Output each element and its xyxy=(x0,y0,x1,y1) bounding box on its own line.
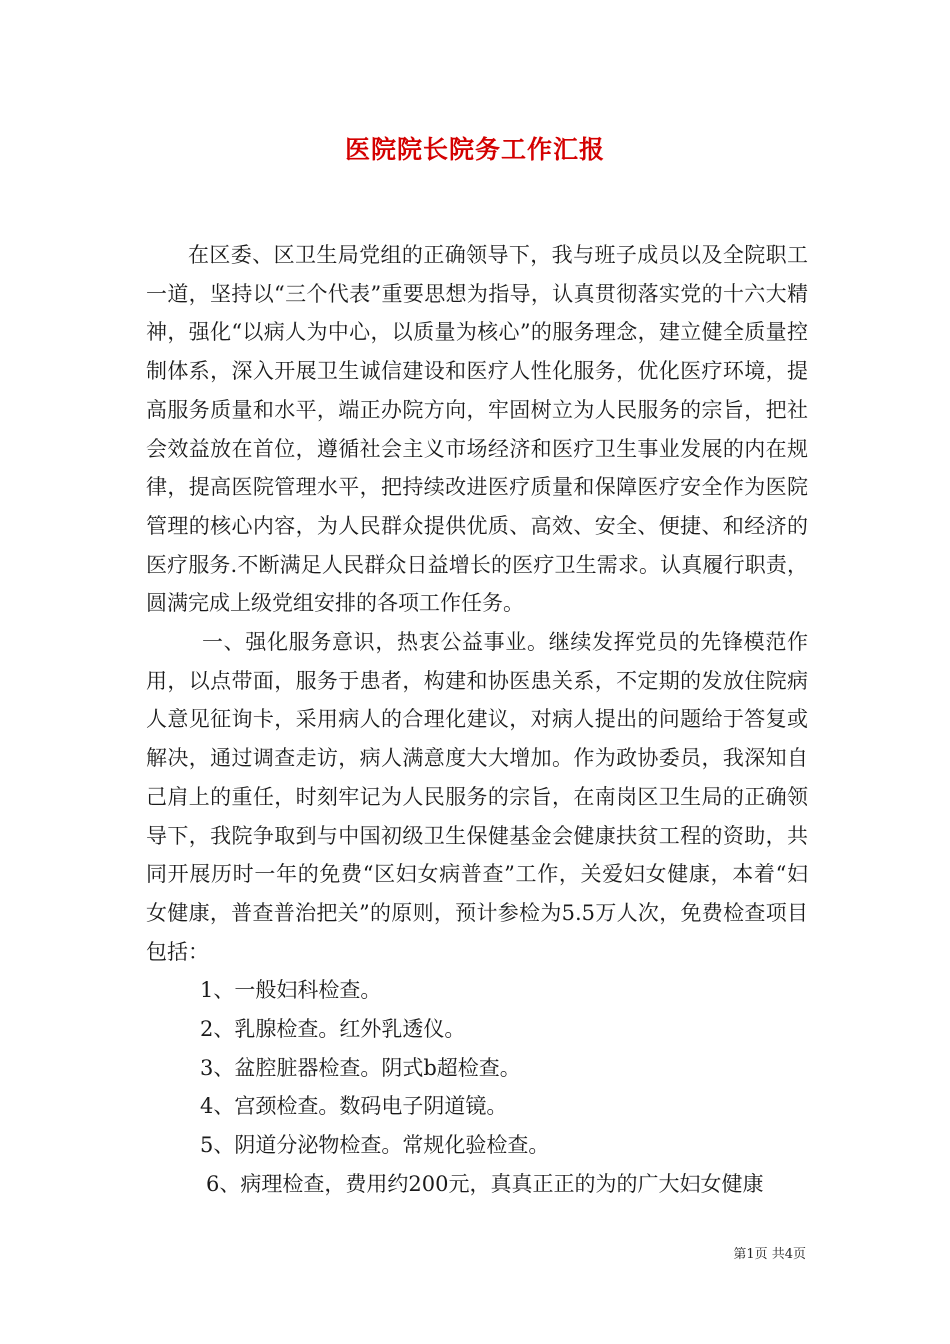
intro-paragraph: 在区委、区卫生局党组的正确领导下，我与班子成员以及全院职工一道，坚持以“三个代表”重要思想为指导，认真贯彻落实党的十六大精神，强化“以病人为中心，以质量为核心”的服务理念，建立健全质量控制体系，深入开展卫生诚信建设和医疗人性化服务，优化医疗环境，提高服务质量和水平，端正办院方向，牢固树立为人民服务的宗旨，把社会效益放在首位，遵循社会主义市场经济和医疗卫生事业发展的内在规律，提高医院管理水平，把持续改进医疗质量和保障医疗安全作为医院管理的核心内容，为人民群众提供优质、高效、安全、便捷、和经济的医疗服务.不断满足人民群众日益增长的医疗卫生需求。认真履行职责，圆满完成上级党组安排的各项工作任务。 xyxy=(146,243,808,616)
list-item: 2、乳腺检查。红外乳透仪。 xyxy=(200,1017,466,1042)
list-item: 3、盆腔脏器检查。阴式b超检查。 xyxy=(200,1055,521,1080)
list-item: 6、病理检查，费用约200元，真真正正的为的广大妇女健康 xyxy=(206,1171,764,1196)
document-title: 医院院长院务工作汇报 xyxy=(344,135,605,164)
list-item: 4、宫颈检查。数码电子阴道镜。 xyxy=(200,1094,508,1119)
document-body xyxy=(146,236,808,1204)
section-one-paragraph: 一、强化服务意识，热衷公益事业。继续发挥党员的先锋模范作用，以点带面，服务于患者，构建和协医患关系，不定期的发放住院病人意见征询卡，采用病人的合理化建议，对病人提出的问题给于答复或解决，通过调查走访，病人满意度大大增加。作为政协委员，我深知自己肩上的重任，时刻牢记为人民服务的宗旨，在南岗区卫生局的正确领导下，我院争取到与中国初级卫生保健基金会健康扶贫工程的资助，共同开展历时一年的免费“区妇女病普查”工作，关爱妇女健康，本着“妇女健康，普查普治把关”的原则，预计参检为5.5万人次，免费检查项目包括： xyxy=(146,630,808,964)
list-item: 5、阴道分泌物检查。常规化验检查。 xyxy=(200,1133,550,1158)
list-item: 1、一般妇科检查。 xyxy=(200,978,382,1003)
page-number: 第1页 共4页 xyxy=(733,1247,806,1262)
